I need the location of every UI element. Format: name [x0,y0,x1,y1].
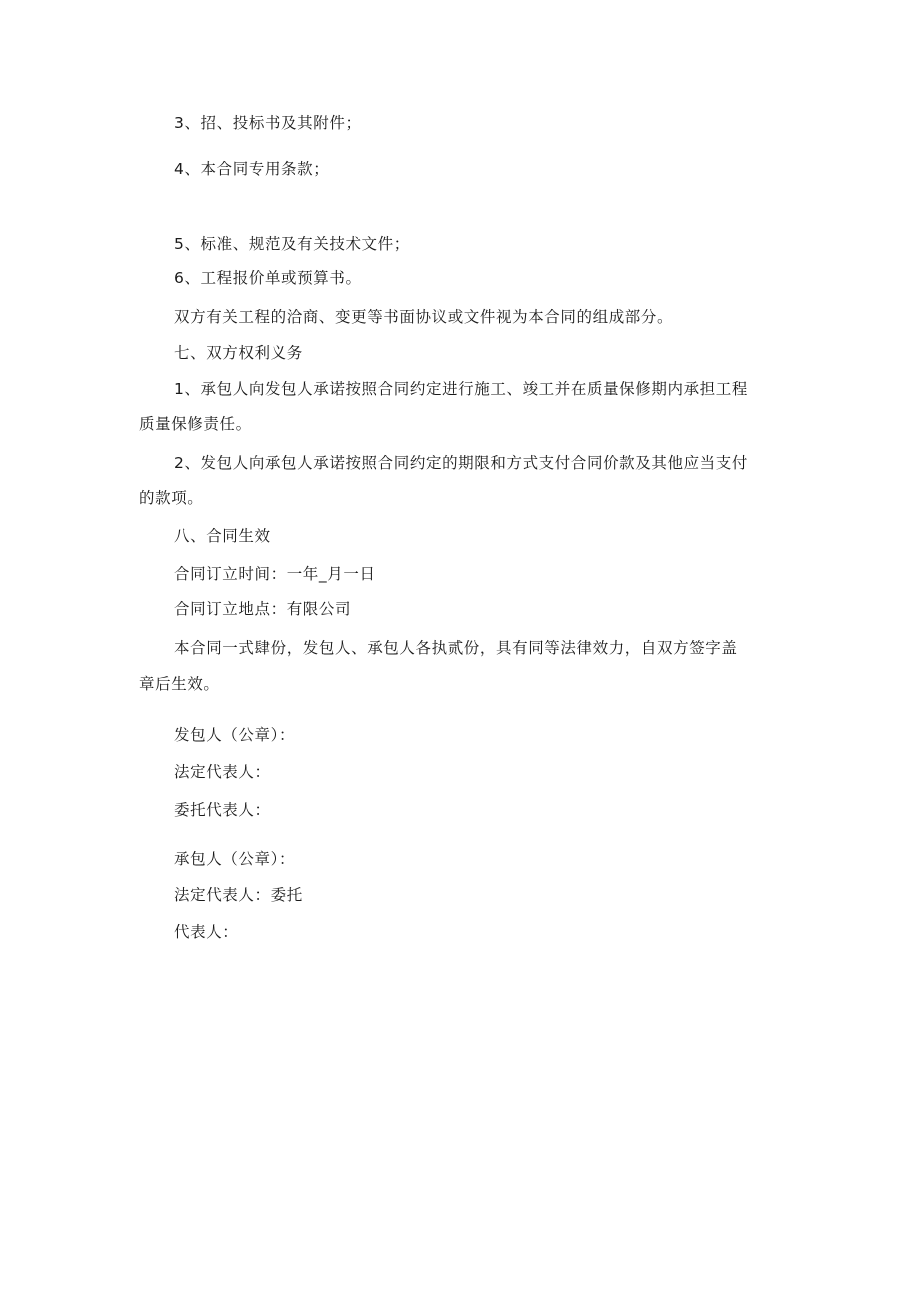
employer-legal-rep: 法定代表人： [174,763,271,781]
list-item-3: 3、招、投标书及其附件； [174,114,362,132]
contract-date: 合同订立时间：一年_月一日 [174,565,376,583]
list-item-6: 6、工程报价单或预算书。 [174,269,362,287]
contractor-legal-rep: 法定代表人：委托 [174,886,303,904]
clause-7-1-line2: 质量保修责任。 [139,415,252,433]
employer-agent: 委托代表人： [174,801,271,819]
contractor-agent: 代表人： [174,923,239,941]
contract-place: 合同订立地点：有限公司 [174,600,352,618]
employer-seal: 发包人（公章）： [174,726,296,744]
clause-7-2-line1: 2、发包人向承包人承诺按照合同约定的期限和方式支付合同价款及其他应当支付 [174,454,748,472]
section-heading-8: 八、合同生效 [174,527,271,545]
copies-line1: 本合同一式肆份，发包人、承包人各执贰份，具有同等法律效力，自双方签字盖 [174,639,738,657]
clause-7-1-line1: 1、承包人向发包人承诺按照合同约定进行施工、竣工并在质量保修期内承担工程 [174,380,748,398]
list-item-5: 5、标准、规范及有关技术文件； [174,235,410,253]
paragraph-components: 双方有关工程的洽商、变更等书面协议或文件视为本合同的组成部分。 [174,308,674,326]
list-item-4: 4、本合同专用条款； [174,160,330,178]
clause-7-2-line2: 的款项。 [139,489,204,507]
section-heading-7: 七、双方权利义务 [174,344,303,362]
copies-line2: 章后生效。 [139,675,220,693]
contractor-seal: 承包人（公章）： [174,850,296,868]
